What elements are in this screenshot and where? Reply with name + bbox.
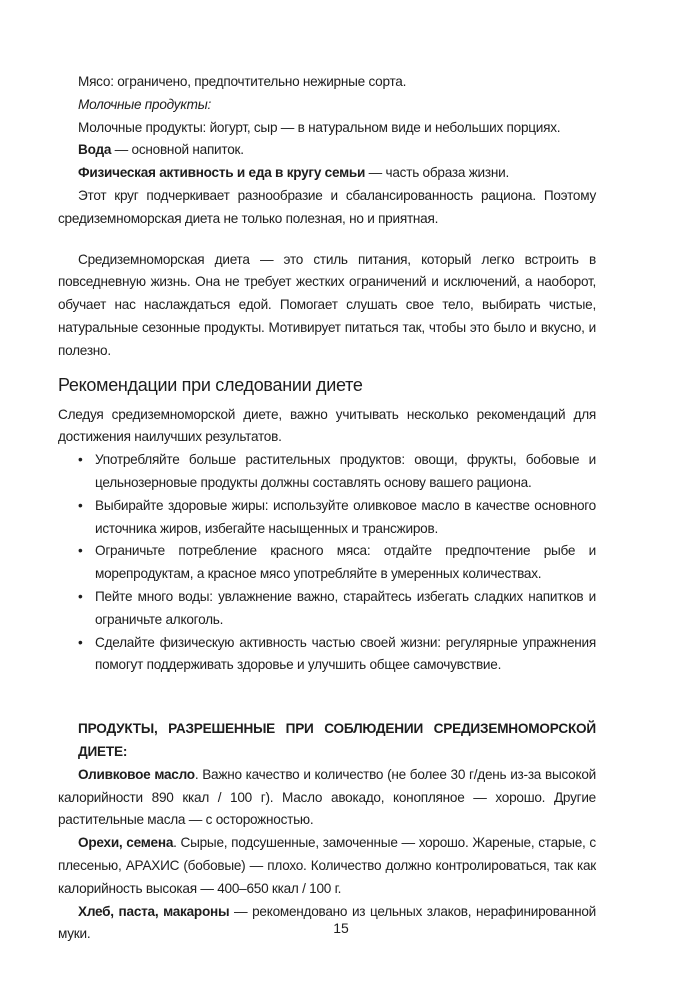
water-line (58, 139, 596, 162)
summary-paragraph: Средиземноморская диета — это стиль питания, который легко встроить в повседневную жизнь. Она не требует жестких ограничений и исключений, а наоборот, обучает нас наслаждаться едой. Помогает слушать свое тело, выбирать чистые, натуральные сезонные продукты. Мотивирует питаться так, чтобы это было и вкусно, и полезно. (58, 251, 596, 358)
olive-term: Оливковое масло (78, 766, 195, 782)
dairy-line: Молочные продукты: йогурт, сыр — в натуральном виде и небольших порциях. (78, 119, 561, 135)
nuts-term: Орехи, семена (78, 835, 174, 851)
spacer (58, 677, 596, 718)
water-term: Вода (78, 142, 112, 158)
bullet-icon: • (78, 588, 83, 604)
meat-line: Мясо: ограничено, предпочтительно нежирные сорта. (78, 74, 407, 89)
circle-paragraph: Этот круг подчеркивает разнообразие и сбалансированность рациона. Поэтому средиземноморская диета не только полезная, но и приятная. (58, 187, 596, 226)
activity-text: — часть образа жизни. (365, 165, 509, 181)
bread-text: — рекомендовано из цельных злаков, нерафинированной муки. (58, 903, 596, 942)
page-number: 15 (333, 920, 349, 936)
activity-term: Физическая активность и еда в кругу семьи (78, 165, 366, 181)
list-item-text: Ограничьте потребление красного мяса: отдайте предпочтение рыбе и морепродуктам, а красное мясо употребляйте в умеренных количествах. (95, 543, 596, 582)
spacer (58, 231, 596, 249)
bullet-icon: • (78, 634, 83, 650)
recommendations-heading: Рекомендации при следовании диете (58, 374, 363, 395)
nuts-text: . Сырые, подсушенные, замоченные — хорошо. Жареные, старые, с плесенью, АРАХИС (бобовые) — плохо. Количество должно контролироваться, так как калорийность высокая — 400–650 ккал / 100 г. (58, 835, 596, 896)
list-item (58, 449, 596, 495)
list-item (58, 586, 596, 632)
bullet-icon: • (78, 497, 83, 513)
list-item-text: Выбирайте здоровые жиры: используйте оливковое масло в качестве основного источника жиров, избегайте насыщенных и трансжиров. (95, 497, 596, 536)
bullet-icon: • (78, 452, 83, 468)
olive-text: . Важно качество и количество (не более 30 г/день из-за высокой калорийности 890 ккал / 100 г). Масло авокадо, конопляное — хорошо. Другие растительные масла — с осторожностью. (58, 766, 596, 828)
activity-line (58, 162, 596, 185)
nuts-paragraph (58, 832, 596, 900)
water-text: — основной напиток. (111, 142, 244, 158)
list-item-text: Употребляйте больше растительных продуктов: овощи, фрукты, бобовые и цельнозерновые продукты должны составлять основу вашего рациона. (95, 452, 596, 490)
recommendations-list (58, 449, 596, 677)
olive-paragraph (58, 764, 596, 832)
bullet-icon: • (78, 543, 83, 559)
list-item (58, 632, 596, 678)
page-body (58, 71, 596, 946)
list-item-text: Сделайте физическую активность частью своей жизни: регулярные упражнения помогут поддерживать здоровье и улучшить общее самочувствие. (95, 634, 596, 673)
list-item-text: Пейте много воды: увлажнение важно, старайтесь избегать сладких напитков и ограничьте алкоголь. (95, 588, 596, 627)
products-heading: ПРОДУКТЫ, РАЗРЕШЕННЫЕ ПРИ СОБЛЮДЕНИИ СРЕДИЗЕМНОМОРСКОЙ ДИЕТЕ: (78, 721, 596, 759)
list-item (58, 540, 596, 586)
dairy-label: Молочные продукты: (78, 96, 211, 112)
list-item (58, 495, 596, 541)
bread-term: Хлеб, паста, макароны (78, 903, 230, 919)
recommendations-intro: Следуя средиземноморской диете, важно учитывать несколько рекомендаций для достижения наилучших результатов. (58, 406, 596, 445)
